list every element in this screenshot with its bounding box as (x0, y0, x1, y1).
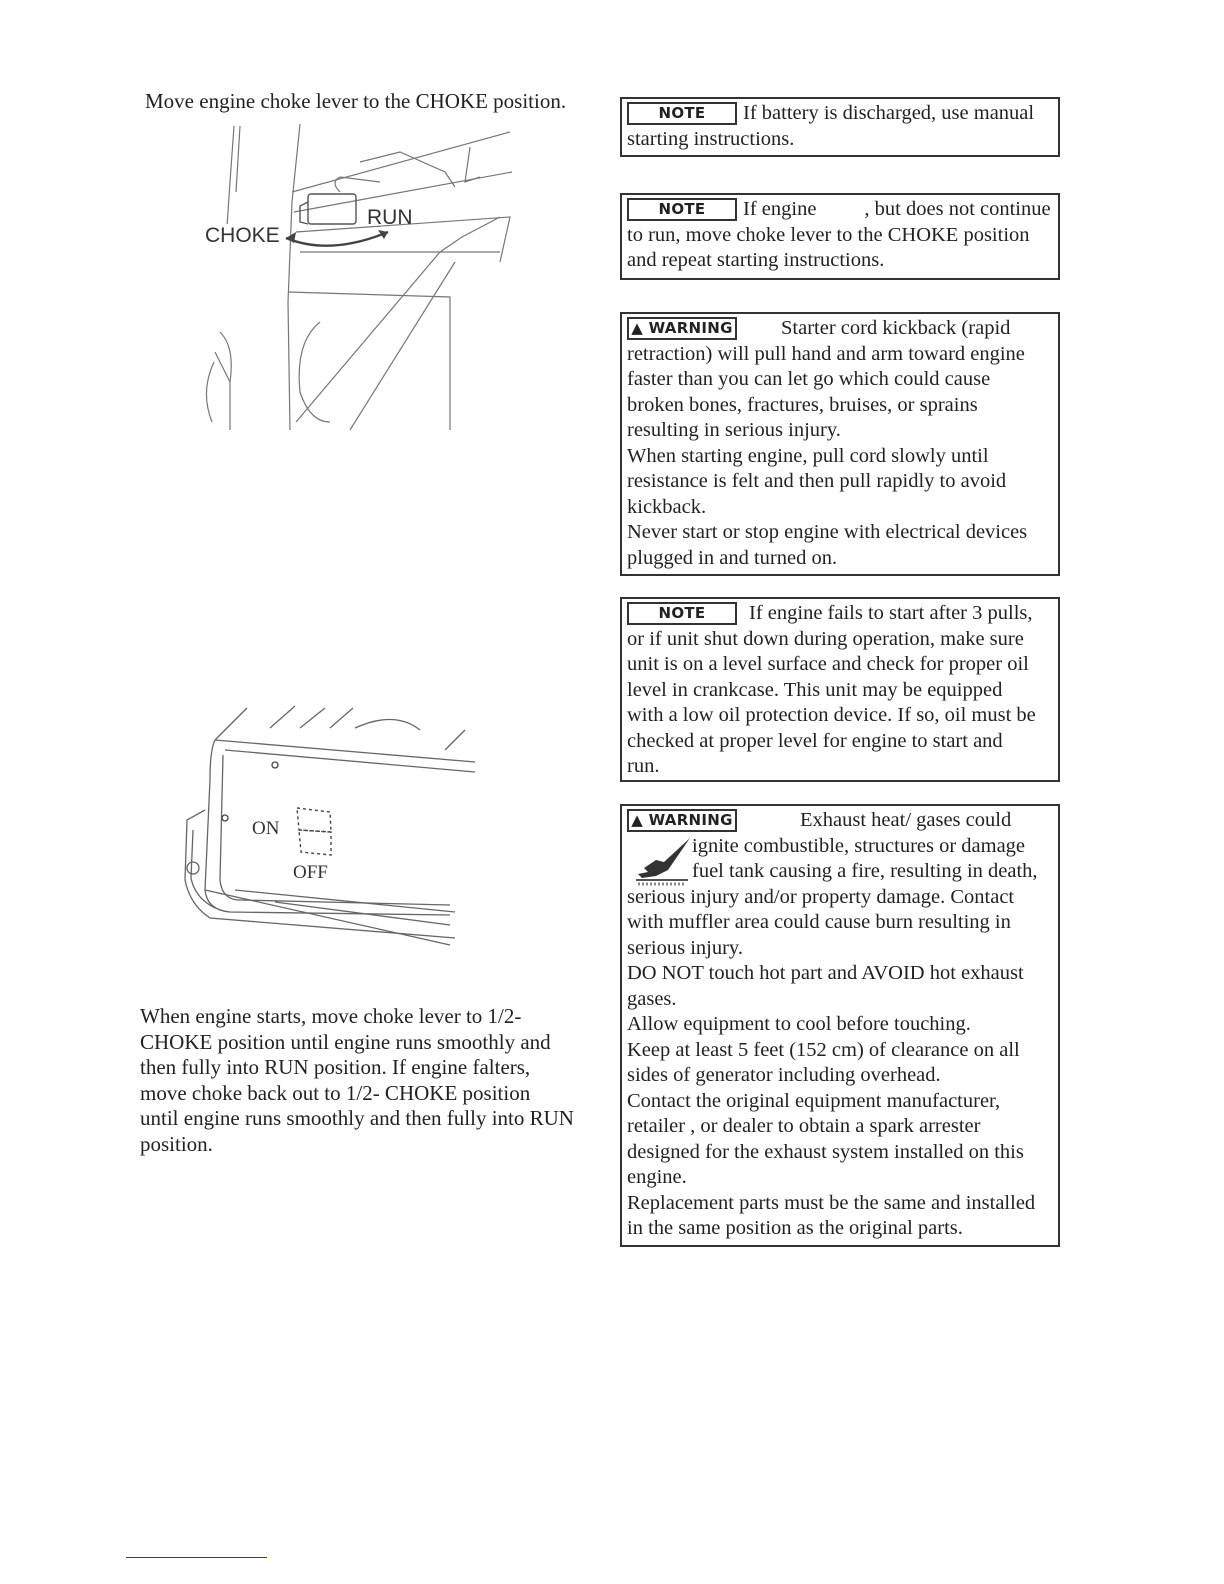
warning-text: Starter cord kickback (rapid (781, 317, 1011, 339)
switch-off-label: OFF (293, 862, 328, 883)
warning-text: Exhaust heat/ gases could (800, 809, 1012, 831)
note-engine-stall-box (620, 193, 1060, 280)
warning-triangle-icon: ▲ (631, 319, 644, 337)
choke-run-paragraph (140, 1004, 574, 1157)
paragraph-line: move choke back out to 1/2- CHOKE position (140, 1080, 531, 1105)
warning-text: serious injury. (627, 936, 743, 959)
warning-text: Replacement parts must be the same and installed (627, 1191, 1036, 1214)
note-text: starting instructions. (627, 127, 795, 150)
note-text: and repeat starting instructions. (627, 249, 885, 271)
note-tag: NOTE (627, 198, 737, 221)
warning-text: broken bones, fractures, bruises, or sprains (627, 393, 978, 416)
warning-text: DO NOT touch hot part and AVOID hot exhaust (627, 962, 1024, 984)
note-text: run. (627, 755, 660, 777)
paragraph-line: When engine starts, move choke lever to 1/2- (140, 1004, 522, 1028)
note-text: If engine fails to start after 3 pulls, (749, 602, 1033, 624)
choke-instruction: Move engine choke lever to the CHOKE position. (145, 89, 567, 113)
switch-on-label: ON (252, 818, 280, 839)
note-text: , but does not continue (864, 198, 1051, 220)
warning-text: retraction) will pull hand and arm toward engine (627, 342, 1025, 365)
warning-text: gases. (627, 987, 677, 1010)
note-text: unit is on a level surface and check for proper oil (627, 653, 1029, 675)
warning-text: with muffler area could cause burn resulting in (627, 911, 1011, 933)
choke-lever-figure (200, 122, 520, 434)
warning-text: When starting engine, pull cord slowly until (627, 444, 989, 467)
choke-label: CHOKE (205, 224, 280, 247)
rocker-switch-icon (297, 808, 331, 855)
warning-text: serious injury and/or property damage. Contact (627, 885, 1015, 908)
warning-text: Contact the original equipment manufacturer, (627, 1089, 1001, 1112)
warning-text: Allow equipment to cool before touching. (627, 1013, 971, 1035)
choke-arrow-icon (286, 232, 388, 246)
run-label: RUN (367, 206, 413, 229)
warning-tag: ▲ WARNING (627, 317, 737, 340)
warning-kickback-box (620, 312, 1060, 576)
warning-text: kickback. (627, 495, 707, 518)
paragraph-line: then fully into RUN position. If engine falters, (140, 1055, 531, 1079)
note-text: to run, move choke lever to the CHOKE position (627, 223, 1030, 246)
warning-text: Never start or stop engine with electrical devices (627, 521, 1028, 543)
note-text: If engine (743, 198, 817, 220)
note-tag: NOTE (627, 602, 737, 625)
warning-triangle-icon: ▲ (631, 811, 644, 829)
paragraph-line: until engine runs smoothly and then fully into RUN (140, 1106, 574, 1130)
switch-panel-drawing (175, 700, 485, 955)
note-tag: NOTE (627, 102, 737, 125)
warning-text: faster than you can let go which could cause (627, 368, 991, 390)
warning-exhaust-box (620, 804, 1060, 1247)
warning-text: plugged in and turned on. (627, 546, 838, 569)
note-battery-box (620, 97, 1060, 157)
warning-text: designed for the exhaust system installed on this (627, 1140, 1024, 1163)
paragraph-line: position. (140, 1131, 213, 1156)
note-text: with a low oil protection device. If so, oil must be (627, 704, 1036, 726)
warning-text: in the same position as the original parts. (627, 1217, 963, 1239)
warning-text: Keep at least 5 feet (152 cm) of clearance on all (627, 1038, 1020, 1061)
paragraph-line: CHOKE position until engine runs smoothly and (140, 1029, 551, 1054)
warning-tag: ▲ WARNING (627, 809, 737, 832)
warning-text: fuel tank causing a fire, resulting in death, (692, 860, 1038, 882)
warning-text: engine. (627, 1166, 687, 1188)
note-text: If battery is discharged, use manual (743, 102, 1035, 124)
choke-lever-drawing (200, 122, 520, 434)
warning-text: retailer , or dealer to obtain a spark arrester (627, 1115, 981, 1137)
hot-surface-hand-icon (634, 836, 690, 886)
warning-text: ignite combustible, structures or damage (692, 834, 1026, 857)
note-start-failure-box (620, 597, 1060, 782)
warning-text: sides of generator including overhead. (627, 1064, 941, 1086)
note-text: checked at proper level for engine to start and (627, 729, 1003, 752)
warning-text: resulting in serious injury. (627, 419, 841, 441)
footnote-rule (126, 1557, 267, 1558)
note-text: or if unit shut down during operation, make sure (627, 627, 1024, 650)
warning-text: resistance is felt and then pull rapidly to avoid (627, 470, 1007, 492)
on-off-switch-figure (175, 700, 485, 955)
note-text: level in crankcase. This unit may be equipped (627, 678, 1003, 701)
